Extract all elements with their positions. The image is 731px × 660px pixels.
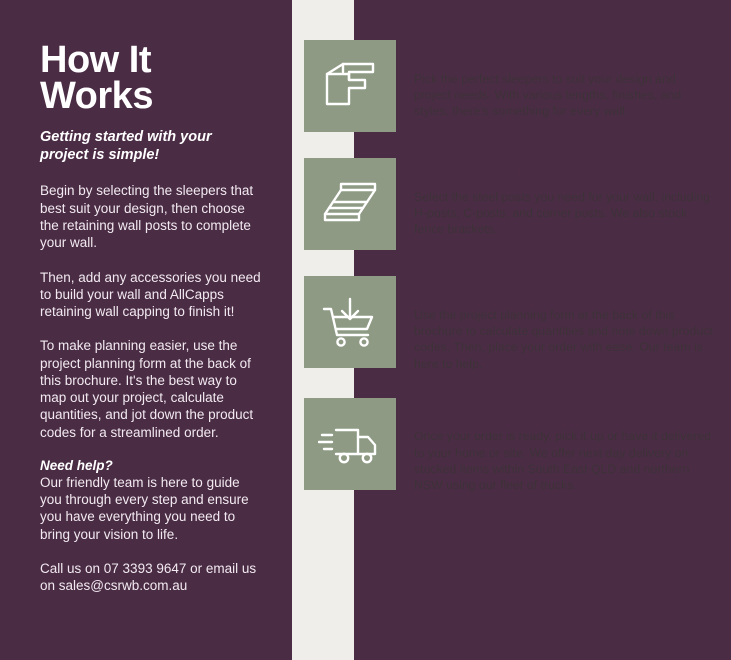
step-title: ORDER YOUR SYSTEM	[414, 276, 659, 301]
step-item	[304, 40, 713, 132]
intro-paragraph-1: Begin by selecting the sleepers that best suit your design, then choose the retaining wall posts to complete your wall.	[40, 183, 254, 251]
step-description: Once your order is ready, pick it up or have it delivered to your home or site. We offer next day delivery on stocked items within South East QLD and northern NSW using our fleet of trucks.	[414, 429, 712, 493]
contact-details: Call us on 07 3393 9647 or email us on sales@csrwb.com.au	[40, 560, 257, 594]
sleeper-beam-icon	[304, 40, 396, 132]
step-text	[414, 158, 713, 238]
step-description: Pick the perfect sleepers to suit your design and project needs. With various lengths, finishes, and styles, there's something for every wall.	[414, 71, 682, 119]
page-subtitle: Getting started with your project is simple!	[40, 129, 212, 164]
delivery-truck-icon	[304, 398, 396, 490]
shopping-cart-download-icon	[304, 276, 396, 368]
intro-paragraph-2: Then, add any accessories you need to build your wall and AllCapps retaining wall capping to finish it!	[40, 269, 261, 320]
step-text	[414, 40, 713, 120]
need-help-text: Our friendly team is here to guide you through every step and ensure you have everything you need to bring your vision to life.	[40, 474, 249, 542]
step-text	[414, 276, 713, 372]
step-text	[414, 398, 713, 494]
step-item	[304, 398, 713, 494]
need-help-heading: Need help?	[40, 457, 113, 473]
steps-list	[304, 40, 713, 520]
step-title: CHOOSE SLEEPERS	[414, 40, 632, 65]
intro-paragraph-3: To make planning easier, use the project planning form at the back of this brochure. It's the best way to map out your project, calculate quantities, and jot down the product codes for a streamlined order.	[40, 338, 254, 440]
steps-panel	[292, 0, 731, 660]
page-title: How It Works	[40, 39, 153, 118]
left-intro-panel	[0, 0, 292, 660]
step-title: DELIVERY OR PICK UP	[414, 397, 657, 423]
step-description: Select the steel posts you need for your wall, including H-posts, C-posts, and corner posts. We also stock fence brackets.	[414, 189, 710, 237]
step-item	[304, 276, 713, 372]
steel-post-icon	[304, 158, 396, 250]
step-description: Use the project planning form at the back of this brochure to calculate quantities and note down product codes. Then, place your order with ease. Our team is here to help.	[414, 307, 713, 371]
step-item	[304, 158, 713, 250]
step-title: ADD POSTS	[414, 158, 542, 183]
